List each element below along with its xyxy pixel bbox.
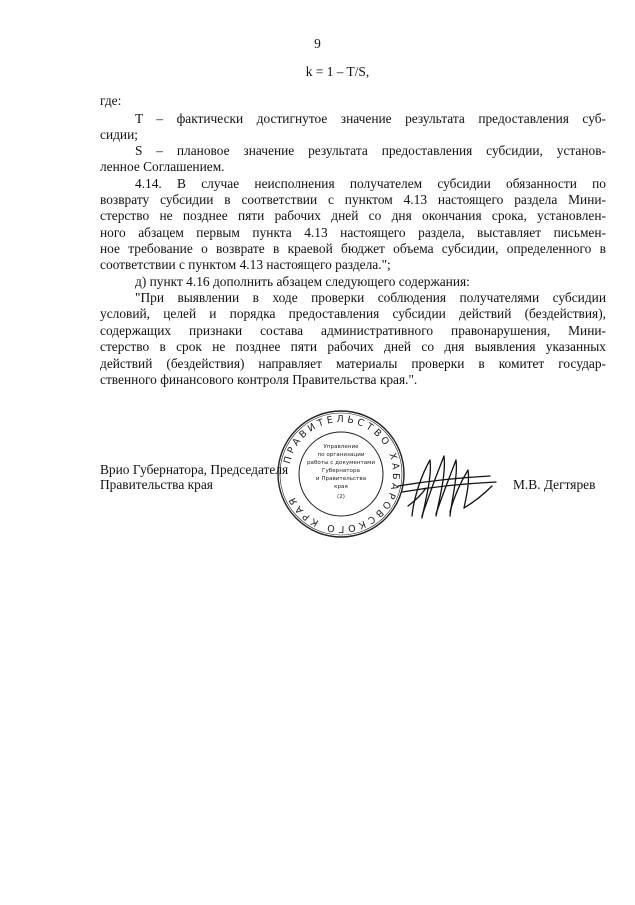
stamp-inner-line-4: Губернатора bbox=[322, 468, 360, 474]
handwritten-signature bbox=[392, 446, 500, 526]
signatory-name: М.В. Дегтярев bbox=[513, 477, 596, 492]
quote-line-6: ственного финансового контроля Правительства края.". bbox=[100, 372, 418, 387]
stamp-inner-line-3: работы с документами bbox=[307, 460, 375, 466]
stamp-inner-line-5: и Правительства bbox=[315, 476, 367, 482]
where-label: где: bbox=[100, 93, 122, 108]
signatory-position-line-2: Правительства края bbox=[100, 477, 213, 492]
stamp-ring-text: ПРАВИТЕЛЬСТВО ХАБАРОВСКОГО КРАЯ bbox=[281, 413, 402, 535]
clause-4-14-line-1: 4.14. В случае неисполнения получателем субсидии обязанности по bbox=[135, 176, 606, 191]
stamp-inner-line-7: (2) bbox=[337, 494, 345, 500]
quote-line-3: содержащих признаки состава административного правонарушения, Мини- bbox=[100, 323, 606, 338]
signatory-position-line-1: Врио Губернатора, Председателя bbox=[100, 462, 289, 477]
stamp-inner-line-2: по организации bbox=[317, 452, 365, 458]
official-stamp bbox=[275, 408, 407, 540]
s-definition-line-2: ленное Соглашением. bbox=[100, 159, 225, 174]
s-definition-line-1: S – плановое значение результата предоставления субсидии, установ- bbox=[135, 143, 606, 158]
quote-line-2: условий, целей и порядка предоставления субсидии действий (бездействия), bbox=[100, 306, 606, 321]
quote-line-1: "При выявлении в ходе проверки соблюдения получателями субсидии bbox=[135, 290, 606, 305]
page-number: 9 bbox=[314, 36, 321, 51]
stamp-inner-line-1: Управление bbox=[323, 444, 359, 450]
item-d: д) пункт 4.16 дополнить абзацем следующего содержания: bbox=[135, 274, 470, 289]
quote-line-5: действий (бездействия) направляет материалы проверки в комитет государ- bbox=[100, 356, 606, 371]
clause-4-14-line-4: ного абзацем первым пункта 4.13 настоящего раздела, выставляет письмен- bbox=[100, 225, 606, 240]
t-definition-line-2: сидии; bbox=[100, 127, 138, 142]
t-definition-line-1: T – фактически достигнутое значение результата предоставления суб- bbox=[135, 111, 606, 126]
stamp-inner-line-6: края bbox=[334, 484, 348, 490]
quote-line-4: стерство в срок не позднее пяти рабочих дней со дня выявления указанных bbox=[100, 339, 606, 354]
formula: k = 1 – T/S, bbox=[305, 64, 370, 79]
clause-4-14-line-6: соответствии с пунктом 4.13 настоящего раздела."; bbox=[100, 257, 391, 272]
clause-4-14-line-5: ное требование о возврате в краевой бюджет объема субсидии, определенного в bbox=[100, 241, 606, 256]
clause-4-14-line-2: возврату субсидии в соответствии с пунктом 4.13 настоящего раздела Мини- bbox=[100, 192, 606, 207]
clause-4-14-line-3: стерство не позднее пяти рабочих дней со дня окончания срока, установлен- bbox=[100, 208, 606, 223]
